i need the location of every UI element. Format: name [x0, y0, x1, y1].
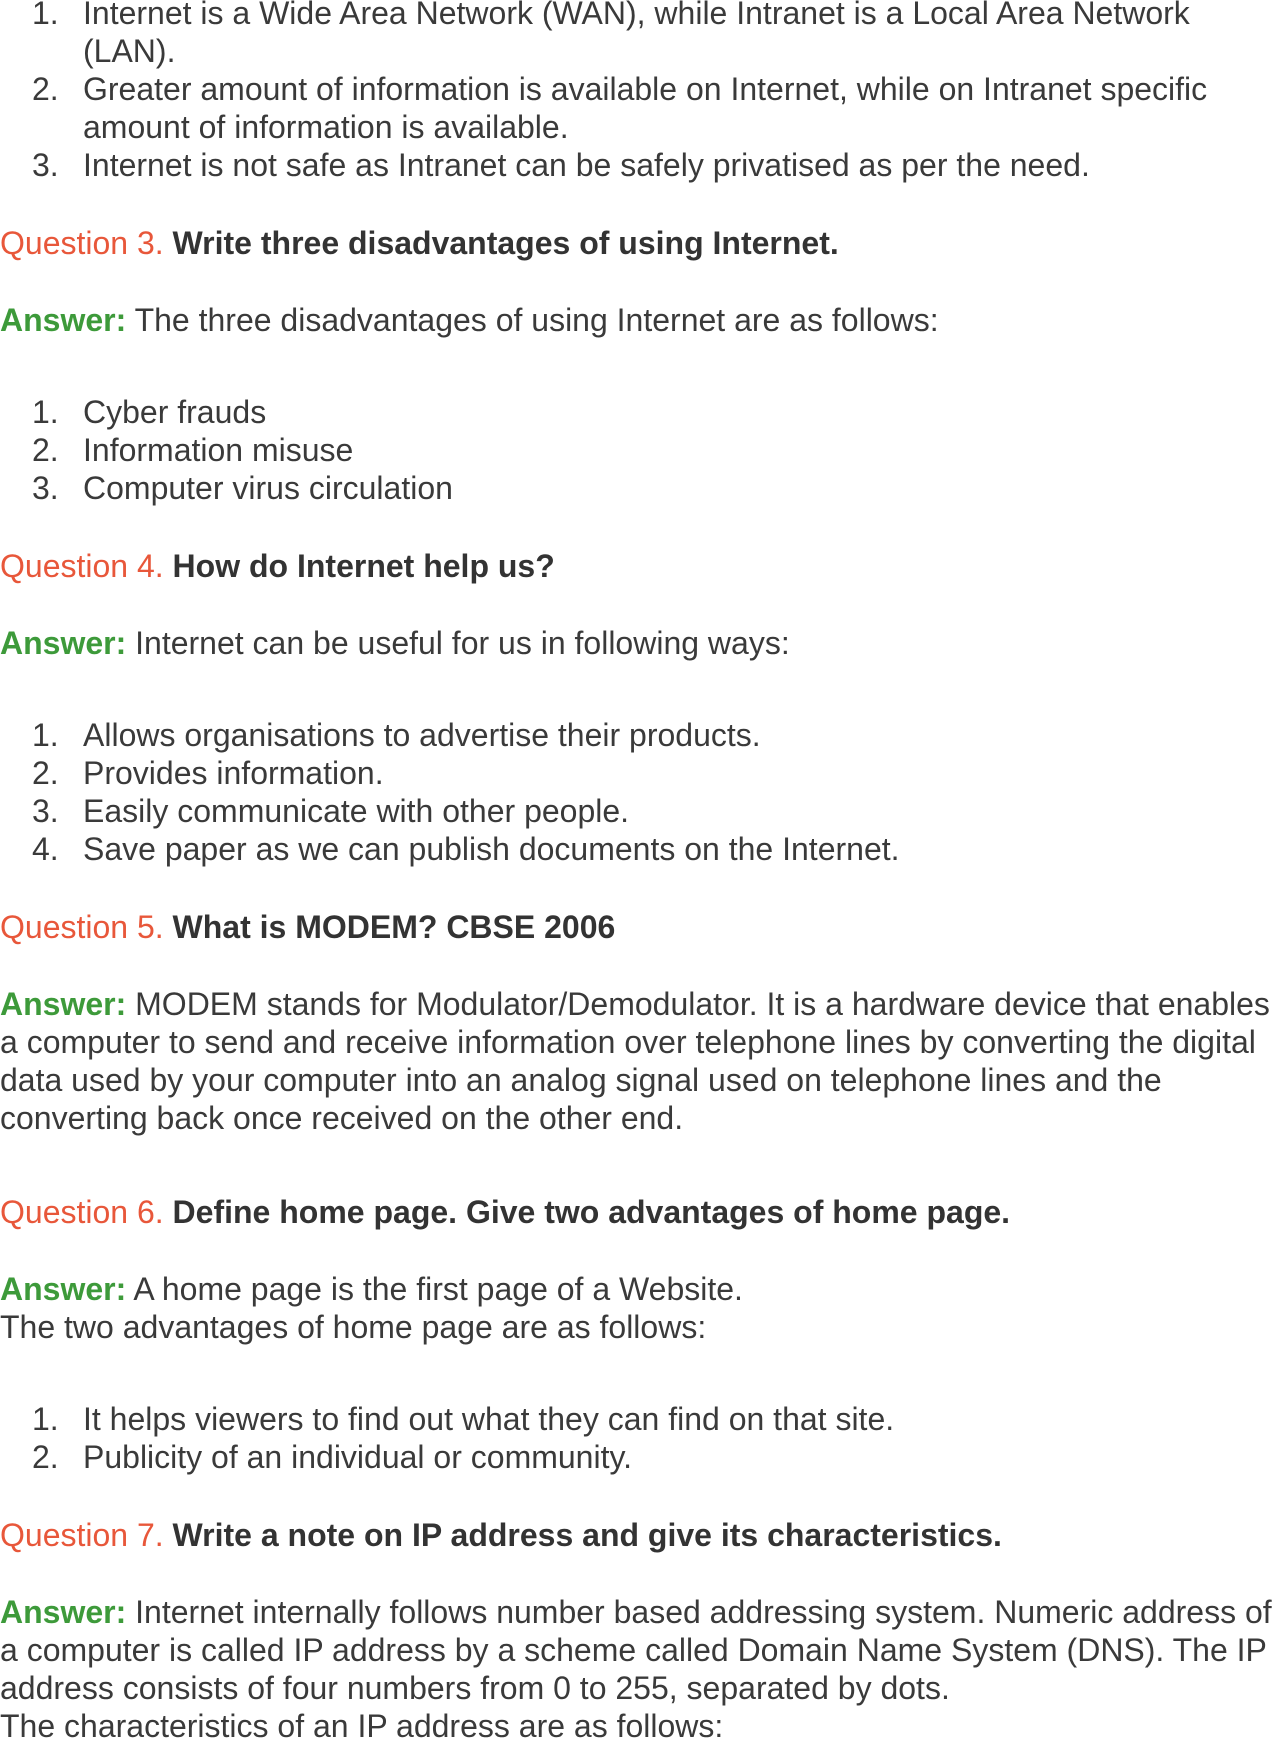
answer-7	[0, 1593, 1285, 1740]
list-item	[0, 1438, 1285, 1476]
list-text: Provides information.	[83, 755, 384, 791]
answer-text: Internet can be useful for us in following ways:	[135, 625, 790, 661]
list-item	[0, 393, 1285, 431]
question-label: Question 6.	[0, 1194, 164, 1230]
list-text: Easily communicate with other people.	[83, 793, 630, 829]
answer-4	[0, 624, 1285, 662]
question-6-heading	[0, 1193, 1285, 1231]
answer-text: Internet internally follows number based addressing system. Numeric address of a computer is called IP address by a scheme called Domain Name System (DNS). The IP address consists of four numbers from 0 to 255, separated by dots.	[0, 1594, 1272, 1706]
question-text: What is MODEM? CBSE 2006	[172, 909, 616, 945]
question-text: Define home page. Give two advantages of home page.	[172, 1194, 1011, 1230]
list-number: 1.	[32, 717, 59, 753]
answer-text: The three disadvantages of using Internet are as follows:	[134, 302, 939, 338]
list-number: 3.	[32, 470, 59, 506]
question-text: Write three disadvantages of using Internet.	[172, 225, 839, 261]
list-text: Computer virus circulation	[83, 470, 453, 506]
answer-label: Answer:	[0, 1594, 127, 1630]
list-item	[0, 716, 1285, 754]
list-item	[0, 754, 1285, 792]
answer-4-list	[0, 716, 1285, 868]
question-label: Question 3.	[0, 225, 164, 261]
list-number: 3.	[32, 793, 59, 829]
answer-text: A home page is the first page of a Website.	[133, 1271, 743, 1307]
question-text: Write a note on IP address and give its characteristics.	[172, 1517, 1002, 1553]
answer-text: MODEM stands for Modulator/Demodulator. It is a hardware device that enables a computer to send and receive information over telephone lines by converting the digital data used by your computer into an analog signal used on telephone lines and the converting back once received on the other end.	[0, 986, 1270, 1136]
question-4-heading	[0, 547, 1285, 585]
answer-5	[0, 985, 1285, 1137]
list-text: Publicity of an individual or community.	[83, 1439, 632, 1475]
answer-4-list-section	[0, 716, 1285, 868]
list-item	[0, 830, 1285, 868]
list-text: Information misuse	[83, 432, 354, 468]
list-number: 4.	[32, 831, 59, 867]
list-text: Save paper as we can publish documents on the Internet.	[83, 831, 900, 867]
question-text: How do Internet help us?	[172, 548, 555, 584]
intro-list	[0, 0, 1285, 184]
answer-6-list-section	[0, 1400, 1285, 1476]
list-number: 1.	[32, 0, 59, 31]
list-number: 2.	[32, 432, 59, 468]
list-number: 2.	[32, 71, 59, 107]
question-label: Question 4.	[0, 548, 164, 584]
list-number: 2.	[32, 1439, 59, 1475]
list-number: 1.	[32, 1401, 59, 1437]
answer-text-continued: The two advantages of home page are as follows:	[0, 1309, 707, 1345]
list-text: Allows organisations to advertise their products.	[83, 717, 761, 753]
list-text: It helps viewers to find out what they can find on that site.	[83, 1401, 895, 1437]
answer-label: Answer:	[0, 986, 127, 1022]
question-5-heading	[0, 908, 1285, 946]
list-item	[0, 431, 1285, 469]
list-item	[0, 70, 1285, 146]
answer-3-list	[0, 393, 1285, 507]
answer-label: Answer:	[0, 625, 127, 661]
list-text: Greater amount of information is available on Internet, while on Intranet specific amount of information is available.	[83, 71, 1208, 145]
question-7-heading	[0, 1516, 1285, 1554]
list-text: Internet is not safe as Intranet can be safely privatised as per the need.	[83, 147, 1090, 183]
question-label: Question 7.	[0, 1517, 164, 1553]
answer-6	[0, 1270, 1285, 1346]
answer-text-continued: The characteristics of an IP address are as follows:	[0, 1708, 724, 1740]
question-3-heading	[0, 224, 1285, 262]
list-text: Internet is a Wide Area Network (WAN), while Intranet is a Local Area Network (LAN).	[83, 0, 1190, 69]
answer-3	[0, 301, 1285, 339]
list-number: 2.	[32, 755, 59, 791]
answer-6-list	[0, 1400, 1285, 1476]
question-label: Question 5.	[0, 909, 164, 945]
answer-3-list-section	[0, 393, 1285, 507]
answer-label: Answer:	[0, 302, 127, 338]
list-item	[0, 146, 1285, 184]
list-item	[0, 0, 1285, 70]
intro-list-section	[0, 0, 1285, 184]
list-item	[0, 792, 1285, 830]
list-item	[0, 469, 1285, 507]
list-number: 3.	[32, 147, 59, 183]
list-text: Cyber frauds	[83, 394, 267, 430]
list-number: 1.	[32, 394, 59, 430]
answer-label: Answer:	[0, 1271, 127, 1307]
list-item	[0, 1400, 1285, 1438]
